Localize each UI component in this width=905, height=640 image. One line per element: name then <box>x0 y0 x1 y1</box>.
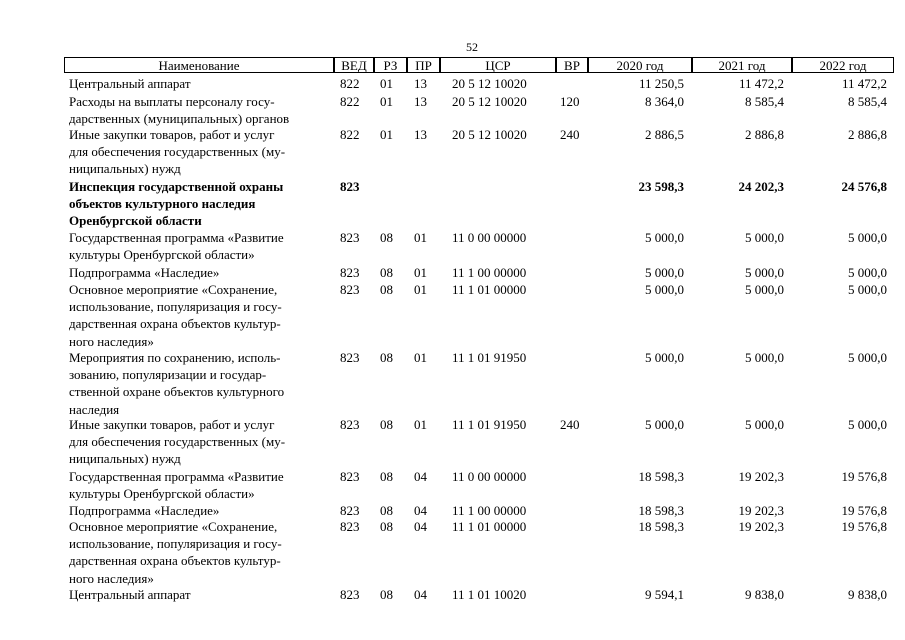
cell-pr: 13 <box>414 127 427 142</box>
cell-ved: 823 <box>340 503 360 518</box>
cell-pr: 01 <box>414 265 427 280</box>
cell-csr: 11 1 01 91950 <box>452 417 527 432</box>
cell-y2020: 18 598,3 <box>638 519 684 534</box>
cell-y2021: 19 202,3 <box>738 519 784 534</box>
cell-y2021: 19 202,3 <box>738 469 784 484</box>
cell-rz: 08 <box>380 469 393 484</box>
cell-y2020: 5 000,0 <box>645 265 684 280</box>
cell-y2022: 11 472,2 <box>841 76 887 91</box>
cell-y2020: 5 000,0 <box>645 417 684 432</box>
cell-pr: 01 <box>414 230 427 245</box>
cell-pr: 04 <box>414 587 427 602</box>
cell-y2020: 5 000,0 <box>645 230 684 245</box>
cell-pr: 01 <box>414 350 427 365</box>
row-name: Иные закупки товаров, работ и услуг для обеспечения государственных (му- ниципальных) нужд <box>69 127 286 177</box>
cell-csr: 20 5 12 10020 <box>452 127 527 142</box>
cell-ved: 823 <box>340 282 360 297</box>
row-name: Государственная программа «Развитие культуры Оренбургской области» <box>69 469 284 502</box>
cell-ved: 823 <box>340 265 360 280</box>
cell-y2021: 5 000,0 <box>745 230 784 245</box>
row-name: Государственная программа «Развитие культуры Оренбургской области» <box>69 230 284 263</box>
cell-csr: 11 1 01 10020 <box>452 587 527 602</box>
cell-rz: 08 <box>380 230 393 245</box>
cell-y2022: 19 576,8 <box>841 503 887 518</box>
cell-y2022: 8 585,4 <box>848 94 887 109</box>
cell-y2020: 18 598,3 <box>638 469 684 484</box>
cell-y2020: 9 594,1 <box>645 587 684 602</box>
cell-y2021: 5 000,0 <box>745 265 784 280</box>
cell-pr: 01 <box>414 282 427 297</box>
cell-y2021: 2 886,8 <box>745 127 784 142</box>
cell-y2020: 23 598,3 <box>638 179 684 194</box>
cell-y2022: 24 576,8 <box>841 179 887 194</box>
cell-ved: 823 <box>340 179 360 194</box>
page-number: 52 <box>466 40 478 54</box>
cell-y2020: 11 250,5 <box>638 76 684 91</box>
cell-pr: 01 <box>414 417 427 432</box>
row-name: Инспекция государственной охраны объектов культурного наследия Оренбургской области <box>69 179 284 229</box>
row-name: Иные закупки товаров, работ и услуг для обеспечения государственных (му- ниципальных) нужд <box>69 417 286 467</box>
cell-y2022: 5 000,0 <box>848 417 887 432</box>
row-name: Центральный аппарат <box>69 76 191 91</box>
cell-y2022: 9 838,0 <box>848 587 887 602</box>
cell-ved: 823 <box>340 417 360 432</box>
cell-rz: 08 <box>380 503 393 518</box>
header-vr: ВР <box>556 57 588 73</box>
cell-pr: 13 <box>414 76 427 91</box>
cell-rz: 01 <box>380 94 393 109</box>
cell-y2021: 8 585,4 <box>745 94 784 109</box>
header-2020: 2020 год <box>588 57 692 73</box>
cell-csr: 20 5 12 10020 <box>452 94 527 109</box>
cell-rz: 01 <box>380 76 393 91</box>
cell-y2021: 9 838,0 <box>745 587 784 602</box>
cell-rz: 01 <box>380 127 393 142</box>
cell-csr: 11 0 00 00000 <box>452 469 527 484</box>
row-name: Расходы на выплаты персоналу госу- дарственных (муниципальных) органов <box>69 94 290 127</box>
cell-pr: 04 <box>414 503 427 518</box>
row-name: Центральный аппарат <box>69 587 191 602</box>
cell-rz: 08 <box>380 519 393 534</box>
header-name: Наименование <box>64 57 334 73</box>
cell-csr: 11 1 01 91950 <box>452 350 527 365</box>
cell-vr: 120 <box>560 94 580 109</box>
cell-csr: 11 1 00 00000 <box>452 265 527 280</box>
header-2022: 2022 год <box>792 57 894 73</box>
cell-y2022: 5 000,0 <box>848 230 887 245</box>
cell-csr: 11 1 01 00000 <box>452 282 527 297</box>
cell-pr: 13 <box>414 94 427 109</box>
row-name: Мероприятия по сохранению, исполь- зованию, популяризации и государ- ственной охране объектов культурного наследия <box>69 350 285 417</box>
header-pr: ПР <box>407 57 440 73</box>
header-csr: ЦСР <box>440 57 556 73</box>
cell-y2022: 5 000,0 <box>848 350 887 365</box>
cell-rz: 08 <box>380 417 393 432</box>
cell-ved: 822 <box>340 76 360 91</box>
cell-rz: 08 <box>380 282 393 297</box>
cell-y2020: 8 364,0 <box>645 94 684 109</box>
cell-ved: 823 <box>340 519 360 534</box>
cell-rz: 08 <box>380 265 393 280</box>
cell-ved: 823 <box>340 469 360 484</box>
cell-rz: 08 <box>380 350 393 365</box>
row-name: Подпрограмма «Наследие» <box>69 503 220 518</box>
cell-ved: 822 <box>340 94 360 109</box>
cell-ved: 823 <box>340 587 360 602</box>
cell-y2020: 5 000,0 <box>645 350 684 365</box>
cell-y2022: 19 576,8 <box>841 469 887 484</box>
cell-csr: 11 0 00 00000 <box>452 230 527 245</box>
row-name: Основное мероприятие «Сохранение, использование, популяризация и госу- дарственная охрана объектов культур- ного наследия» <box>69 519 282 586</box>
cell-y2020: 5 000,0 <box>645 282 684 297</box>
header-ved: ВЕД <box>334 57 374 73</box>
cell-y2022: 19 576,8 <box>841 519 887 534</box>
header-rz: РЗ <box>374 57 407 73</box>
cell-y2021: 5 000,0 <box>745 417 784 432</box>
cell-vr: 240 <box>560 417 580 432</box>
cell-csr: 11 1 00 00000 <box>452 503 527 518</box>
cell-y2022: 5 000,0 <box>848 282 887 297</box>
cell-y2021: 24 202,3 <box>738 179 784 194</box>
cell-vr: 240 <box>560 127 580 142</box>
cell-csr: 11 1 01 00000 <box>452 519 527 534</box>
cell-ved: 823 <box>340 230 360 245</box>
header-2021: 2021 год <box>692 57 792 73</box>
cell-pr: 04 <box>414 519 427 534</box>
cell-y2021: 11 472,2 <box>738 76 784 91</box>
cell-rz: 08 <box>380 587 393 602</box>
cell-ved: 823 <box>340 350 360 365</box>
row-name: Основное мероприятие «Сохранение, использование, популяризация и госу- дарственная охрана объектов культур- ного наследия» <box>69 282 282 349</box>
cell-csr: 20 5 12 10020 <box>452 76 527 91</box>
cell-y2020: 18 598,3 <box>638 503 684 518</box>
cell-y2021: 5 000,0 <box>745 350 784 365</box>
cell-ved: 822 <box>340 127 360 142</box>
cell-y2022: 5 000,0 <box>848 265 887 280</box>
cell-pr: 04 <box>414 469 427 484</box>
cell-y2022: 2 886,8 <box>848 127 887 142</box>
row-name: Подпрограмма «Наследие» <box>69 265 220 280</box>
cell-y2021: 19 202,3 <box>738 503 784 518</box>
cell-y2021: 5 000,0 <box>745 282 784 297</box>
cell-y2020: 2 886,5 <box>645 127 684 142</box>
